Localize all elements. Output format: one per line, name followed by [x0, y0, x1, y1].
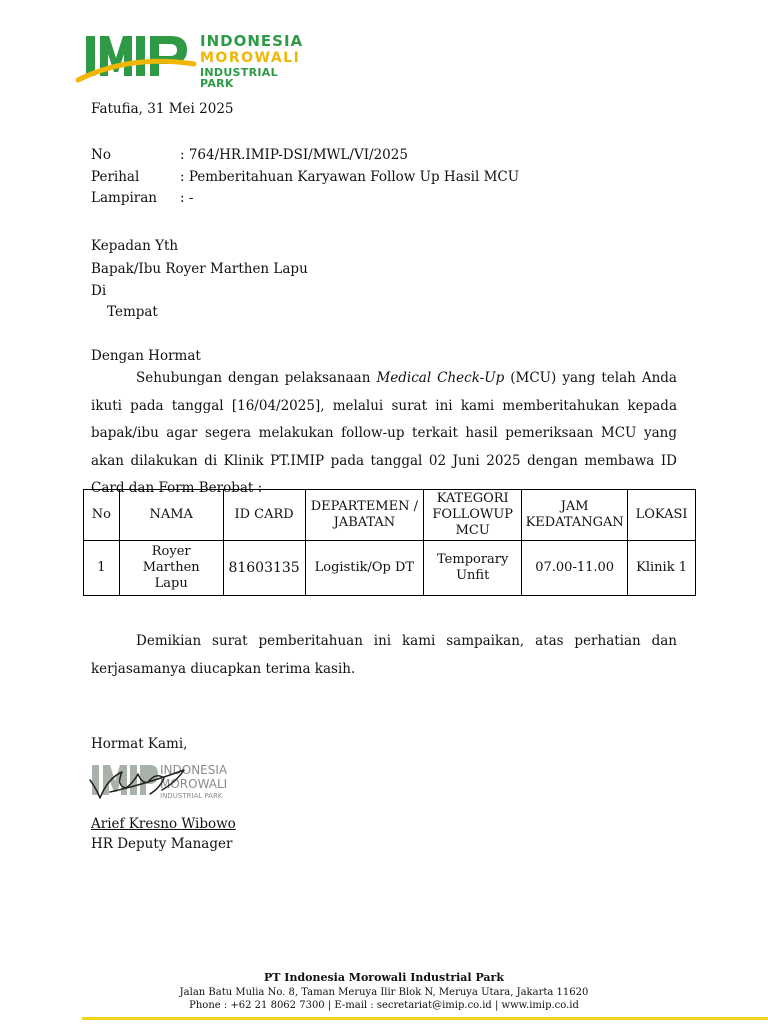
table-cell-department: Logistik/Op DT	[305, 541, 424, 596]
table-cell-name: Royer Marthen Lapu	[119, 541, 223, 596]
meta-row-subject	[91, 169, 519, 185]
meta-label: Perihal	[91, 169, 140, 185]
meta-row-number	[91, 147, 408, 163]
body-p1-start: Sehubungan dengan pelaksanaan	[136, 370, 377, 386]
body-p2-text: Demikian surat pemberitahuan ini kami sampaikan, atas perhatian dan kerjasamanya diucapkan terima kasih.	[91, 633, 677, 677]
meta-value: : -	[180, 190, 194, 206]
logo-wordmark	[200, 34, 306, 89]
stamp-line-3: INDUSTRIAL PARK	[160, 792, 223, 800]
signer-name: Arief Kresno Wibowo	[91, 816, 236, 832]
table-cell-id-card: 81603135	[223, 541, 305, 596]
followup-table	[83, 489, 696, 596]
imip-logo-icon	[76, 30, 201, 86]
signature-stamp	[86, 758, 228, 806]
meta-label: Lampiran	[91, 190, 157, 206]
table-cell-arrival-time: 07.00-11.00	[522, 541, 628, 596]
meta-value: : 764/HR.IMIP-DSI/MWL/VI/2025	[180, 147, 408, 163]
body-paragraph-1	[91, 365, 677, 503]
closing: Hormat Kami,	[91, 736, 188, 752]
table-header-row	[84, 490, 696, 541]
table-row	[84, 541, 696, 596]
table-cell-no: 1	[84, 541, 120, 596]
footer-divider	[82, 1017, 768, 1020]
table-header: DEPARTEMEN / JABATAN	[305, 490, 424, 541]
table-cell-location: Klinik 1	[628, 541, 696, 596]
greeting: Dengan Hormat	[91, 348, 201, 364]
recipient-line-1: Kepadan Yth	[91, 238, 179, 254]
recipient-name: Bapak/Ibu Royer Marthen Lapu	[91, 261, 308, 277]
table-header: JAM KEDATANGAN	[522, 490, 628, 541]
logo-line-2: MOROWALI	[200, 50, 301, 66]
handwritten-signature-icon	[86, 758, 221, 806]
table-header: No	[84, 490, 120, 541]
recipient-line-3: Di	[91, 283, 107, 299]
meta-row-attachment	[91, 190, 193, 206]
meta-label: No	[91, 147, 111, 163]
table-header: KATEGORI FOLLOWUP MCU	[424, 490, 522, 541]
body-p1-italic: Medical Check-Up	[376, 370, 505, 386]
stamp-line-1: INDONESIA	[160, 763, 228, 777]
footer-address: Jalan Batu Mulia No. 8, Taman Meruya Ilir Blok N, Meruya Utara, Jakarta 11620	[179, 987, 589, 998]
body-p1-rest: (MCU) yang telah Anda ikuti pada tanggal [16/04/2025], melalui surat ini kami memberitahukan kepada bapak/ibu agar segera melakukan follow-up terkait hasil pemeriksaan MCU yang akan dilakukan di Klinik PT.IMIP pada tanggal 02 Juni 2025 dengan membawa ID Card dan Form Berobat :	[91, 370, 677, 496]
logo-line-1: INDONESIA	[200, 32, 304, 50]
table-cell-category: Temporary Unfit	[424, 541, 522, 596]
logo-line-3: INDUSTRIAL PARK	[200, 66, 278, 90]
meta-value: : Pemberitahuan Karyawan Follow Up Hasil MCU	[180, 169, 520, 185]
footer-company: PT Indonesia Morowali Industrial Park	[264, 971, 504, 984]
company-logo	[76, 30, 306, 90]
place-date: Fatufia, 31 Mei 2025	[91, 101, 234, 117]
body-paragraph-2	[91, 628, 677, 683]
stamp-line-2: MOROWALI	[160, 777, 228, 791]
footer-contact: Phone : +62 21 8062 7300 | E-mail : secretariat@imip.co.id | www.imip.co.id	[189, 1000, 579, 1011]
signer-title: HR Deputy Manager	[91, 836, 233, 852]
table-header: LOKASI	[628, 490, 696, 541]
recipient-line-4: Tempat	[107, 304, 158, 320]
table-header: ID CARD	[223, 490, 305, 541]
table-header: NAMA	[119, 490, 223, 541]
